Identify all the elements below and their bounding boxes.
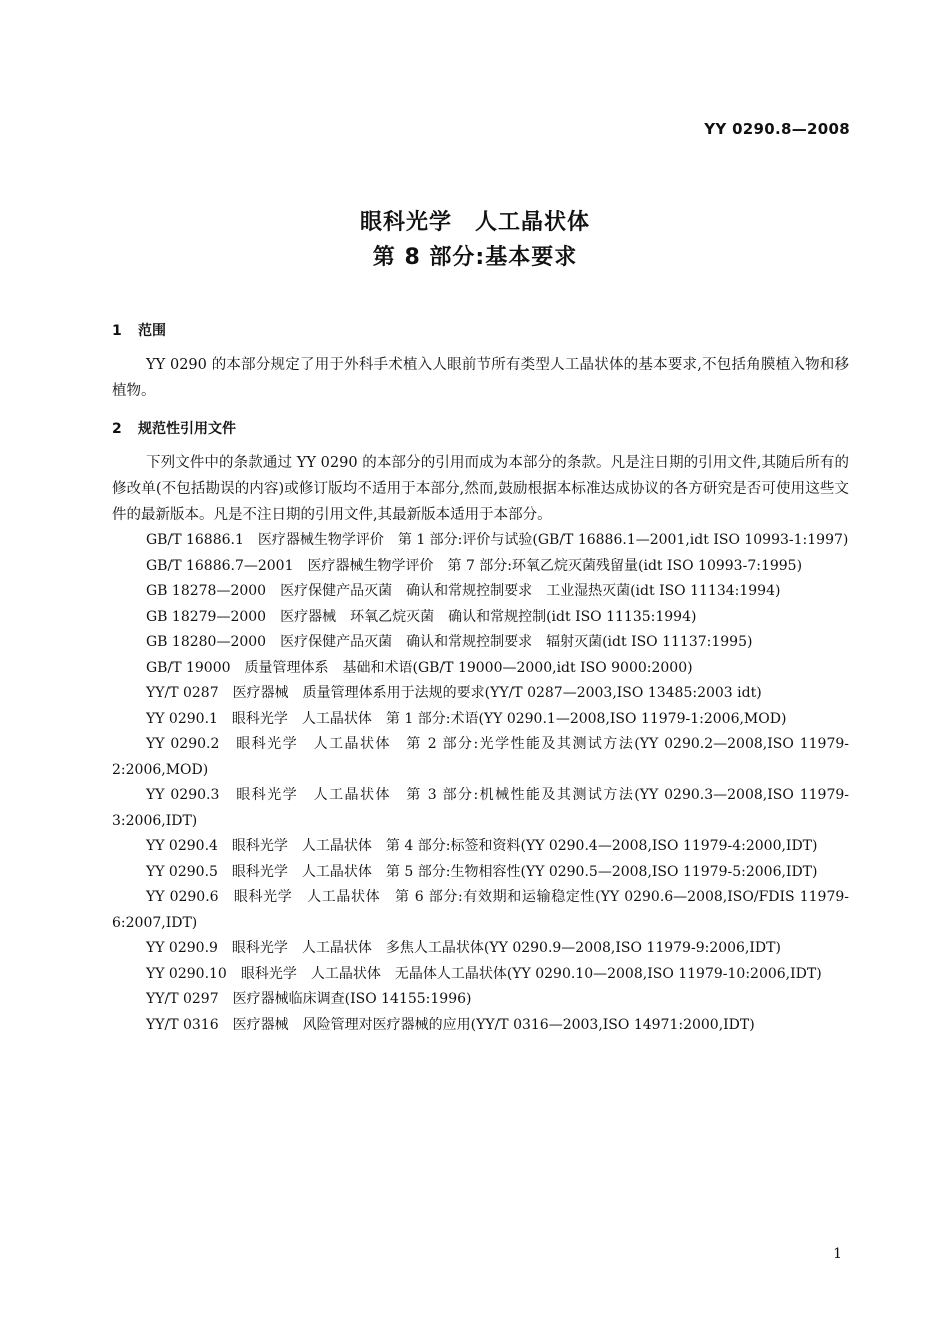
reference-list [112,528,849,1038]
reference-item: YY 0290.1 眼科光学 人工晶状体 第 1 部分:术语(YY 0290.1—2008,ISO 11979-1:2006,MOD) [146,710,787,727]
reference-item: GB 18279—2000 医疗器械 环氧乙烷灭菌 确认和常规控制(idt ISO 11135:1994) [146,608,697,625]
document-body [112,318,849,1038]
reference-item: GB/T 16886.7—2001 医疗器械生物学评价 第 7 部分:环氧乙烷灭菌残留量(idt ISO 10993-7:1995) [146,557,803,574]
reference-item: YY 0290.2 眼科光学 人工晶状体 第 2 部分:光学性能及其测试方法(YY 0290.2—2008,ISO 11979-2:2006,MOD) [112,736,849,778]
references-intro-paragraph: 下列文件中的条款通过 YY 0290 的本部分的引用而成为本部分的条款。凡是注日期的引用文件,其随后所有的修改单(不包括勘误的内容)或修订版均不适用于本部分,然而,鼓励根据本标准达成协议的各方研究是否可使用这些文件的最新版本。凡是不注日期的引用文件,其最新版本适用于本部分。 [112,455,849,523]
reference-item: YY 0290.4 眼科光学 人工晶状体 第 4 部分:标签和资料(YY 0290.4—2008,ISO 11979-4:2000,IDT) [146,838,818,854]
section-number: 2 [112,421,122,437]
standard-code: YY 0290.8—2008 [704,120,850,138]
reference-item: YY 0290.6 眼科光学 人工晶状体 第 6 部分:有效期和运输稳定性(YY 0290.6—2008,ISO/FDIS 11979-6:2007,IDT) [112,889,849,931]
document-title-line-2: 第 8 部分:基本要求 [372,245,578,270]
reference-item: YY/T 0316 医疗器械 风险管理对医疗器械的应用(YY/T 0316—2003,ISO 14971:2000,IDT) [146,1016,755,1033]
reference-item: YY 0290.10 眼科光学 人工晶状体 无晶体人工晶状体(YY 0290.10—2008,ISO 11979-10:2006,IDT) [146,965,822,982]
reference-item: YY/T 0287 医疗器械 质量管理体系用于法规的要求(YY/T 0287—2003,ISO 13485:2003 idt) [146,685,762,701]
reference-item: GB/T 19000 质量管理体系 基础和术语(GB/T 19000—2000,idt ISO 9000:2000) [146,659,693,676]
reference-item: YY 0290.9 眼科光学 人工晶状体 多焦人工晶状体(YY 0290.9—2008,ISO 11979-9:2006,IDT) [146,940,781,956]
reference-item: GB 18278—2000 医疗保健产品灭菌 确认和常规控制要求 工业湿热灭菌(idt ISO 11134:1994) [146,583,781,599]
section-heading-normative-references [112,416,849,442]
reference-item: GB/T 16886.1 医疗器械生物学评价 第 1 部分:评价与试验(GB/T 16886.1—2001,idt ISO 10993-1:1997) [146,532,849,548]
page-number: 1 [833,1246,842,1262]
section-title: 范围 [138,323,166,339]
reference-item: YY/T 0297 医疗器械临床调查(ISO 14155:1996) [146,991,472,1007]
scope-paragraph: YY 0290 的本部分规定了用于外科手术植入人眼前节所有类型人工晶状体的基本要求,不包括角膜植入物和移植物。 [112,357,849,399]
reference-item: YY 0290.3 眼科光学 人工晶状体 第 3 部分:机械性能及其测试方法(YY 0290.3—2008,ISO 11979-3:2006,IDT) [112,787,849,829]
section-title: 规范性引用文件 [138,421,236,437]
reference-item: GB 18280—2000 医疗保健产品灭菌 确认和常规控制要求 辐射灭菌(idt ISO 11137:1995) [146,634,753,650]
reference-item: YY 0290.5 眼科光学 人工晶状体 第 5 部分:生物相容性(YY 0290.5—2008,ISO 11979-5:2006,IDT) [146,863,818,880]
section-number: 1 [112,323,122,339]
section-heading-scope [112,318,849,344]
document-title-line-1: 眼科光学 人工晶状体 [359,210,590,235]
